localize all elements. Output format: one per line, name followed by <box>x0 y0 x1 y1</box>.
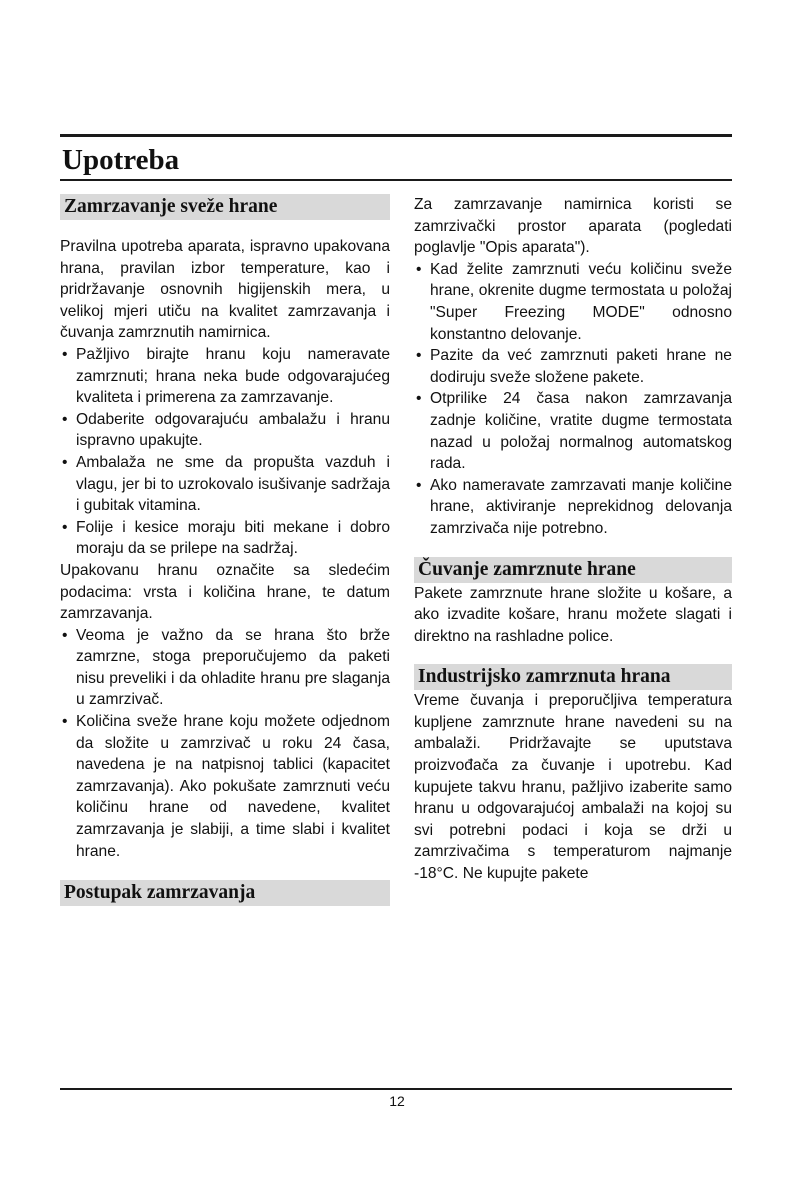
title-rule <box>60 179 732 181</box>
intro-paragraph: Za zamrzavanje namirnica koristi se zamrzivački prostor aparata (pogledati poglavlje "Opis aparata"). <box>414 196 732 257</box>
top-rule <box>60 134 732 137</box>
list-item: • Ako nameravate zamrzavati manje količine hrane, aktiviranje neprekidnog delovanja zamrzivača nije potrebno. <box>414 475 732 540</box>
intro-paragraph: Pravilna upotreba aparata, ispravno upakovana hrana, pravilan izbor temperature, kao i pridržavanje osnovnih higijenskih mera, u velikoj mjeri utiču na kvalitet zamrzavanja i čuvanja zamrznutih namirnica. <box>60 238 390 342</box>
section-heading-industrial-frozen: Industrijsko zamrznuta hrana <box>414 664 732 690</box>
section-heading-freezing-procedure: Postupak zamrzavanja <box>60 880 390 906</box>
label-paragraph: Upakovanu hranu označite sa sledećim podacima: vrsta i količina hrane, te datum zamrzavanja. <box>60 561 390 623</box>
industrial-paragraph: Vreme čuvanja i preporučljiva temperatura kupljene zamrznute hrane navedeni su na ambalaži. Pridržavajte se uputstava proizvođača za čuvanje i upotrebu. Kad kupujete takvu hranu, pažljivo izaberite samo hranu u odgovarajućoj ambalaži na kojoj su svi potrebni podaci i koja se drži u zamrzivačima s temperaturom najmanje -18°C. Ne kupujte pakete <box>414 692 732 883</box>
list-item: • Odaberite odgovarajuću ambalažu i hranu ispravno upakujte. <box>60 409 390 452</box>
left-column <box>60 194 390 922</box>
bottom-rule <box>60 1088 732 1090</box>
list-item: • Pažljivo birajte hranu koju nameravate zamrznuti; hrana neka bude odgovarajućeg kvaliteta i primerena za zamrzavanje. <box>60 344 390 409</box>
section-heading-fresh-food: Zamrzavanje sveže hrane <box>60 194 390 220</box>
list-item: • Količina sveže hrane koju možete odjednom da složite u zamrzivač u roku 24 časa, navedena je na natpisnoj tablici (kapacitet zamrzavanja). Ako pokušate zamrznuti veću količinu hrane od navedene, kvalitet zamrzavanja je slabiji, a time slabi i kvalitet hrane. <box>60 711 390 862</box>
section-heading-frozen-storage: Čuvanje zamrznute hrane <box>414 557 732 583</box>
list-item: • Ambalaža ne sme da propušta vazduh i vlagu, jer bi to uzrokovalo isušivanje sadržaja i gubitak vitamina. <box>60 452 390 517</box>
list-item: • Kad želite zamrznuti veću količinu sveže hrane, okrenite dugme termostata u položaj "Super Freezing MODE" odnosno konstantno delovanje. <box>414 259 732 345</box>
list-item: • Folije i kesice moraju biti mekane i dobro moraju da se prilepe na sadržaj. <box>60 517 390 560</box>
storage-paragraph: Pakete zamrznute hrane složite u košare, a ako izvadite košare, hranu možete slagati i direktno na rashladne police. <box>414 584 732 645</box>
list-item: • Veoma je važno da se hrana što brže zamrzne, stoga preporučujemo da paketi nisu preveliki i da ohladite hranu pre slaganja u zamrzivač. <box>60 625 390 711</box>
page-title: Upotreba <box>62 144 180 176</box>
right-column <box>414 194 732 885</box>
bullet-list <box>414 259 732 540</box>
page-number: 12 <box>389 1093 405 1109</box>
list-item: • Otprilike 24 časa nakon zamrzavanja zadnje količine, vratite dugme termostata nazad u položaj normalnog automatskog rada. <box>414 388 732 474</box>
list-item: • Pazite da već zamrznuti paketi hrane ne dodiruju sveže složene pakete. <box>414 345 732 388</box>
bullet-list <box>60 625 390 863</box>
bullet-list <box>60 344 390 560</box>
